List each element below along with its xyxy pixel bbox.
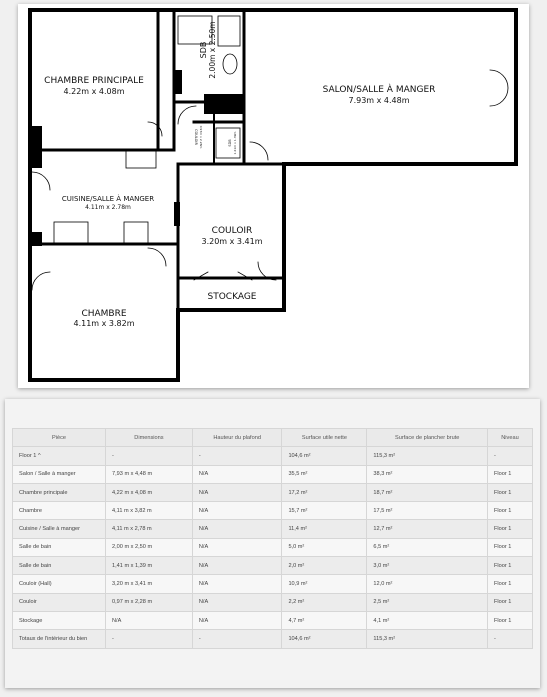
cell-surface-utile: 5,0 m² [282, 538, 367, 556]
cell-piece: Salle de bain [13, 538, 106, 556]
room-dims-cuisine: 4.11m x 2.78m [85, 204, 131, 211]
cell-piece: Chambre principale [13, 483, 106, 501]
cell-piece: Totaux de l'intérieur du bien [13, 630, 106, 648]
cell-surface-brute: 115,3 m² [367, 447, 488, 465]
table-row [13, 575, 533, 593]
cell-surface-utile: 2,2 m² [282, 593, 367, 611]
cell-dimensions: - [106, 447, 193, 465]
table-row [13, 611, 533, 629]
room-table [12, 428, 533, 649]
cell-niveau: Floor 1 [487, 465, 532, 483]
cell-surface-brute: 12,7 m² [367, 520, 488, 538]
cell-surface-brute: 17,5 m² [367, 502, 488, 520]
room-label-cuisine: CUISINE/SALLE À MANGER [61, 195, 155, 203]
table-row [13, 593, 533, 611]
table-totals-row [13, 630, 533, 648]
cell-surface-brute: 3,0 m² [367, 557, 488, 575]
header-niveau: Niveau [487, 429, 532, 447]
room-dims-chambre: 4.11m x 3.82m [73, 319, 135, 328]
room-label-couloir: COULOIR [211, 226, 253, 236]
cell-surface-utile: 17,2 m² [282, 483, 367, 501]
room-label-sdb: SDB [199, 41, 208, 59]
cell-hauteur: N/A [192, 502, 282, 520]
cell-hauteur: N/A [192, 611, 282, 629]
cell-surface-brute: 18,7 m² [367, 483, 488, 501]
cell-dimensions: 3,20 m x 3,41 m [106, 575, 193, 593]
room-dims-chambre-principale: 4.22m x 4.08m [63, 87, 125, 96]
room-dims-sdb: 2.00m x 2.50m [208, 21, 217, 79]
table-row [13, 465, 533, 483]
table-row[interactable] [13, 447, 533, 465]
cell-niveau: Floor 1 [487, 502, 532, 520]
cell-niveau: Floor 1 [487, 538, 532, 556]
cell-dimensions: 2,00 m x 2,50 m [106, 538, 193, 556]
cell-piece: Salon / Salle à manger [13, 465, 106, 483]
room-label-chambre-principale: CHAMBRE PRINCIPALE [44, 76, 144, 86]
room-label-salon: SALON/SALLE À MANGER [322, 85, 436, 95]
cell-surface-brute: 2,5 m² [367, 593, 488, 611]
cell-niveau: Floor 1 [487, 593, 532, 611]
cell-niveau: - [487, 447, 532, 465]
room-label-chambre: CHAMBRE [81, 309, 127, 319]
cell-surface-utile: 104,6 m² [282, 447, 367, 465]
floor-plan-drawing [18, 4, 529, 388]
table-row [13, 483, 533, 501]
cell-hauteur: - [192, 630, 282, 648]
room-label-sdb-small: SDB [228, 139, 232, 147]
header-dimensions: Dimensions [106, 429, 193, 447]
room-dims-couloir-small: 0.97m x 2.28m [199, 125, 203, 149]
cell-dimensions: N/A [106, 611, 193, 629]
cell-dimensions: 0,97 m x 2,28 m [106, 593, 193, 611]
cell-hauteur: N/A [192, 520, 282, 538]
room-label-stockage: STOCKAGE [207, 292, 257, 302]
cell-niveau: Floor 1 [487, 520, 532, 538]
room-summary-panel [5, 399, 540, 688]
room-dims-salon: 7.93m x 4.48m [348, 96, 410, 105]
header-surface-utile: Surface utile nette [282, 429, 367, 447]
cell-surface-utile: 2,0 m² [282, 557, 367, 575]
cell-surface-utile: 4,7 m² [282, 611, 367, 629]
cell-surface-brute: 4,1 m² [367, 611, 488, 629]
cell-hauteur: N/A [192, 575, 282, 593]
cell-hauteur: N/A [192, 593, 282, 611]
cell-hauteur: - [192, 447, 282, 465]
cell-piece: Cuisine / Salle à manger [13, 520, 106, 538]
cell-surface-utile: 15,7 m² [282, 502, 367, 520]
cell-surface-utile: 104,6 m² [282, 630, 367, 648]
cell-surface-utile: 10,9 m² [282, 575, 367, 593]
cell-dimensions: 4,22 m x 4,08 m [106, 483, 193, 501]
cell-dimensions: 4,11 m x 3,82 m [106, 502, 193, 520]
header-surface-brute: Surface de plancher brute [367, 429, 488, 447]
cell-surface-utile: 11,4 m² [282, 520, 367, 538]
cell-piece: Couloir (Hall) [13, 575, 106, 593]
table-row [13, 557, 533, 575]
cell-dimensions: 4,11 m x 2,78 m [106, 520, 193, 538]
cell-piece: Chambre [13, 502, 106, 520]
room-label-couloir-small: COULOIR [194, 129, 198, 145]
table-row [13, 502, 533, 520]
table-header-row [13, 429, 533, 447]
cell-piece: Couloir [13, 593, 106, 611]
cell-hauteur: N/A [192, 538, 282, 556]
cell-hauteur: N/A [192, 465, 282, 483]
table-row [13, 538, 533, 556]
room-dims-sdb-small: 1.41m x 1.39m [233, 131, 237, 155]
cell-dimensions: - [106, 630, 193, 648]
cell-surface-brute: 6,5 m² [367, 538, 488, 556]
cell-hauteur: N/A [192, 557, 282, 575]
cell-niveau: Floor 1 [487, 611, 532, 629]
cell-surface-utile: 35,5 m² [282, 465, 367, 483]
cell-piece: Floor 1 ^ [13, 447, 106, 465]
cell-surface-brute: 115,3 m² [367, 630, 488, 648]
cell-dimensions: 7,93 m x 4,48 m [106, 465, 193, 483]
header-hauteur: Hauteur du plafond [192, 429, 282, 447]
cell-piece: Stockage [13, 611, 106, 629]
cell-hauteur: N/A [192, 483, 282, 501]
cell-niveau: Floor 1 [487, 575, 532, 593]
floor-plan [18, 4, 529, 388]
cell-dimensions: 1,41 m x 1,39 m [106, 557, 193, 575]
cell-surface-brute: 12,0 m² [367, 575, 488, 593]
cell-niveau: Floor 1 [487, 483, 532, 501]
cell-piece: Salle de bain [13, 557, 106, 575]
room-dims-couloir: 3.20m x 3.41m [201, 237, 263, 246]
cell-niveau: - [487, 630, 532, 648]
header-piece: Pièce [13, 429, 106, 447]
table-row [13, 520, 533, 538]
cell-niveau: Floor 1 [487, 557, 532, 575]
cell-surface-brute: 38,3 m² [367, 465, 488, 483]
